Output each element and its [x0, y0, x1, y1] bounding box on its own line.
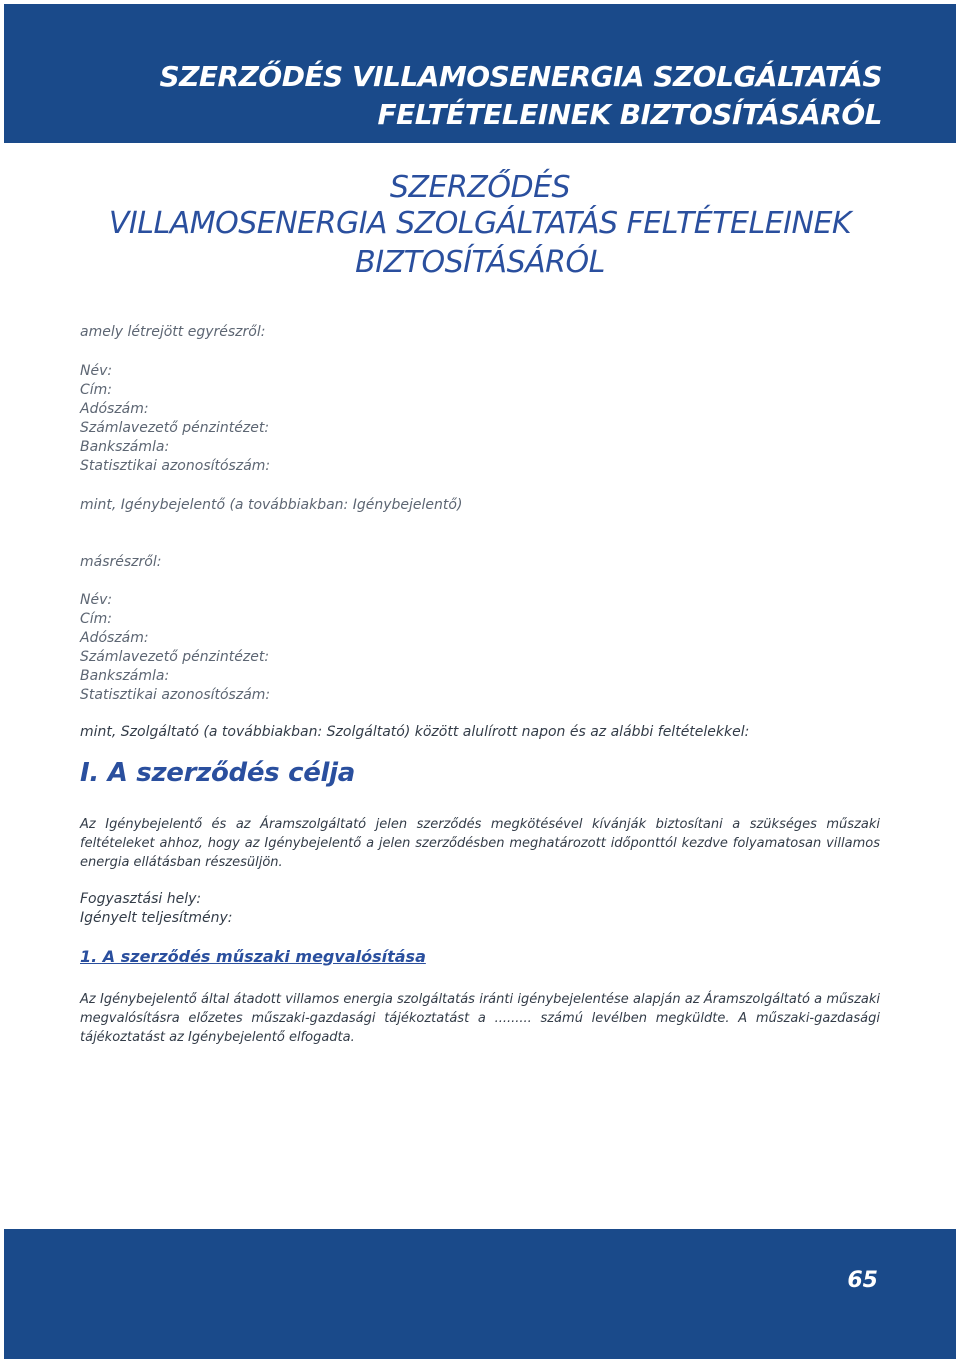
document-title-line-1: SZERZŐDÉS — [389, 170, 571, 205]
footer-band — [4, 1229, 956, 1359]
requested-capacity-label: Igényelt teljesítmény: — [80, 910, 233, 926]
header-title-line-1: SZERZŐDÉS VILLAMOSENERGIA SZOLGÁLTATÁS — [159, 60, 882, 93]
party2-field-name: Név: — [80, 592, 113, 608]
party1-field-bank-account: Bankszámla: — [80, 439, 170, 455]
document-title-line-3: BIZTOSÍTÁSÁRÓL — [355, 245, 605, 280]
section-1-paragraph: Az Igénybejelentő és az Áramszolgáltató jelen szerződés megkötésével kívánják biztosítani a szükséges műszaki feltételeket ahhoz, hogy az Igénybejelentő a jelen szerződésben meghatározott időponttól kezdve folyamatosan villamos energia ellátásban részesüljön. — [80, 817, 880, 870]
document-title-line-2: VILLAMOSENERGIA SZOLGÁLTATÁS FELTÉTELEINEK — [108, 206, 852, 241]
party2-field-address: Cím: — [80, 611, 113, 627]
party2-field-statistical-id: Statisztikai azonosítószám: — [80, 687, 271, 703]
party1-field-address: Cím: — [80, 382, 113, 398]
party2-role: mint, Szolgáltató (a továbbiakban: Szolgáltató) között alulírott napon és az alábbi feltételekkel: — [80, 724, 750, 740]
party2-field-tax-number: Adószám: — [80, 630, 149, 646]
party1-field-tax-number: Adószám: — [80, 401, 149, 417]
page-number: 65 — [847, 1268, 878, 1293]
party1-intro: amely létrejött egyrészről: — [80, 324, 266, 340]
section-1-heading: I. A szerződés célja — [80, 758, 356, 788]
subsection-1-heading: 1. A szerződés műszaki megvalósítása — [80, 947, 426, 966]
party1-role: mint, Igénybejelentő (a továbbiakban: Igénybejelentő) — [80, 497, 463, 513]
party1-field-statistical-id: Statisztikai azonosítószám: — [80, 458, 271, 474]
consumption-place-label: Fogyasztási hely: — [80, 891, 202, 907]
party2-field-bank-account: Bankszámla: — [80, 668, 170, 684]
party2-intro: másrészről: — [80, 554, 162, 570]
party1-field-name: Név: — [80, 363, 113, 379]
subsection-1-paragraph: Az Igénybejelentő által átadott villamos energia szolgáltatás iránti igénybejelentése alapján az Áramszolgáltató a műszaki megvalósításra előzetes műszaki-gazdasági tájékoztatást a ......... számú levélben megküldte. A műszaki-gazdasági tájékoztatást az Igénybejelentő elfogadta. — [80, 992, 880, 1045]
party2-field-bank: Számlavezető pénzintézet: — [80, 649, 270, 665]
header-title-line-2: FELTÉTELEINEK BIZTOSÍTÁSÁRÓL — [377, 98, 882, 131]
party1-field-bank: Számlavezető pénzintézet: — [80, 420, 270, 436]
